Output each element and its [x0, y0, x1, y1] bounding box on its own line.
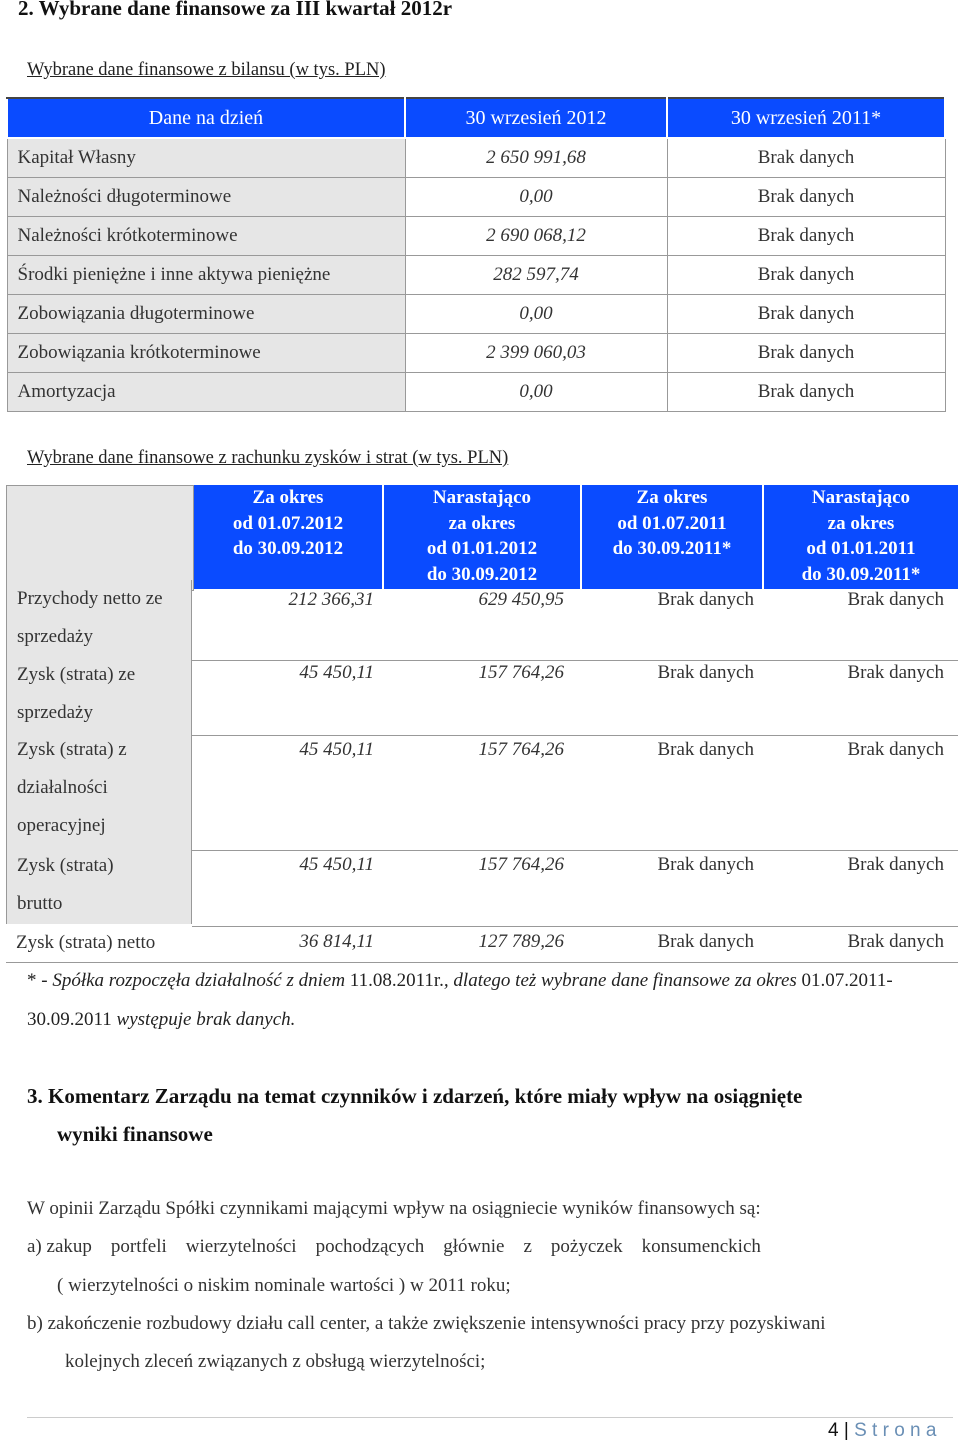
value-2012: 0,00	[405, 295, 667, 334]
page-label: S t r o n a	[854, 1420, 937, 1441]
item-a-line-2: ( wierzytelności o niskim nominale wartości ) w 2011 roku;	[57, 1275, 511, 1296]
pnl-header-ytd-2012	[384, 485, 580, 589]
pnl-row-label	[6, 580, 192, 660]
pnl-header-ytd-2011	[764, 485, 958, 589]
row-label: Kapitał Własny	[7, 138, 405, 178]
section-2-title: 2. Wybrane dane finansowe za III kwartał 2012r	[18, 0, 453, 20]
pnl-value: 157 764,26	[478, 739, 564, 760]
pnl-header-blank	[6, 485, 194, 591]
row-label: Należności krótkoterminowe	[7, 217, 405, 256]
header-line: od 01.07.2012	[232, 512, 344, 534]
pnl-value: Brak danych	[657, 739, 754, 760]
value-2012: 0,00	[405, 373, 667, 412]
pnl-value: Brak danych	[847, 931, 944, 952]
pnl-header-q3-2012	[194, 485, 382, 589]
label-line: operacyjnej	[17, 815, 106, 836]
pnl-value: Brak danych	[657, 589, 754, 610]
balance-header-2012: 30 wrzesień 2012	[405, 98, 667, 138]
header-line: od 01.07.2011	[617, 512, 727, 534]
page-number	[828, 1420, 936, 1442]
header-line: od 01.01.2012	[426, 538, 538, 559]
footnote-text: występuje brak danych.	[111, 1009, 296, 1030]
table-row	[7, 256, 945, 295]
header-line: do 30.09.2012	[232, 538, 344, 559]
row-label: Amortyzacja	[7, 373, 405, 412]
value-2011: Brak danych	[667, 178, 945, 217]
row-label: Zobowiązania długoterminowe	[7, 295, 405, 334]
header-line: Za okres	[252, 487, 324, 508]
pnl-value: 212 366,31	[288, 589, 374, 610]
pnl-header-q3-2011	[582, 485, 762, 589]
value-2011: Brak danych	[667, 334, 945, 373]
pnl-value: Brak danych	[657, 662, 754, 683]
pnl-row-label	[6, 656, 192, 736]
balance-table	[6, 97, 946, 412]
row-label: Zobowiązania krótkoterminowe	[7, 334, 405, 373]
pnl-value: 157 764,26	[478, 854, 564, 875]
pnl-value: Brak danych	[847, 854, 944, 875]
pnl-value: Brak danych	[847, 589, 944, 610]
pnl-value: Brak danych	[847, 739, 944, 760]
label-line: sprzedaży	[17, 626, 93, 647]
footnote-line-1	[27, 970, 893, 992]
item-a-line-1: a) zakup portfeli wierzytelności pochodzących głównie z pożyczek konsumenckich	[27, 1236, 761, 1257]
pnl-value: Brak danych	[657, 854, 754, 875]
pnl-value: 157 764,26	[478, 662, 564, 683]
value-2011: Brak danych	[667, 217, 945, 256]
label-line: Zysk (strata) netto	[16, 932, 156, 953]
footnote-range: 01.07.2011-	[801, 970, 893, 991]
label-line: Przychody netto ze	[17, 588, 163, 609]
header-line: Narastająco	[811, 487, 911, 508]
balance-header-2011: 30 wrzesień 2011*	[667, 98, 945, 138]
pnl-value: 45 450,11	[299, 854, 374, 875]
pnl-value: 36 814,11	[299, 931, 374, 952]
page-number-value: 4	[828, 1420, 839, 1441]
section-3-title-cont: wyniki finansowe	[57, 1122, 213, 1146]
pnl-caption: Wybrane dane finansowe z rachunku zysków i strat (w tys. PLN)	[27, 448, 509, 468]
pnl-row-label	[6, 731, 192, 849]
pnl-value: Brak danych	[847, 662, 944, 683]
label-line: Zysk (strata)	[17, 855, 114, 876]
value-2011: Brak danych	[667, 256, 945, 295]
value-2012: 0,00	[405, 178, 667, 217]
row-divider	[6, 962, 958, 963]
header-line: od 01.01.2011	[806, 538, 916, 559]
balance-header-date: Dane na dzień	[7, 98, 405, 138]
section-3-title: 3. Komentarz Zarządu na temat czynników i zdarzeń, które miały wpływ na osiągnięte	[27, 1084, 803, 1108]
label-line: Zysk (strata) z	[17, 739, 127, 760]
pnl-value: 45 450,11	[299, 739, 374, 760]
pnl-row-label	[6, 847, 192, 927]
footer-divider	[27, 1417, 953, 1418]
value-2011: Brak danych	[667, 373, 945, 412]
header-line: do 30.09.2011*	[801, 563, 921, 585]
label-line: Zysk (strata) ze	[17, 664, 136, 685]
footnote-date: 11.08.2011r.	[349, 970, 444, 991]
balance-caption: Wybrane dane finansowe z bilansu (w tys. PLN)	[27, 60, 386, 80]
table-row	[7, 295, 945, 334]
footnote-prefix: * -	[27, 970, 53, 991]
footnote-text: , dlatego też wybrane dane finansowe za okres	[443, 970, 802, 991]
value-2012: 282 597,74	[405, 256, 667, 295]
label-line: działalności	[17, 777, 108, 798]
footnote-text: Spółka rozpoczęła działalność z dniem	[52, 970, 350, 991]
item-b-line-2: kolejnych zleceń związanych z obsługą wierzytelności;	[65, 1351, 486, 1372]
value-2011: Brak danych	[667, 138, 945, 178]
header-line: do 30.09.2012	[426, 563, 538, 585]
value-2012: 2 690 068,12	[405, 217, 667, 256]
table-row	[7, 138, 945, 178]
table-row	[7, 178, 945, 217]
pnl-value: 127 789,26	[478, 931, 564, 952]
footnote-line-2	[27, 1009, 295, 1031]
label-line: sprzedaży	[17, 702, 93, 723]
value-2012: 2 399 060,03	[405, 334, 667, 373]
page-separator: |	[843, 1420, 849, 1441]
header-line: Narastająco	[432, 487, 532, 508]
value-2012: 2 650 991,68	[405, 138, 667, 178]
value-2011: Brak danych	[667, 295, 945, 334]
row-label: Należności długoterminowe	[7, 178, 405, 217]
pnl-value: Brak danych	[657, 931, 754, 952]
pnl-value: 629 450,95	[478, 589, 564, 610]
footnote-range: 30.09.2011	[27, 1009, 112, 1030]
intro-paragraph: W opinii Zarządu Spółki czynnikami mającymi wpływ na osiągniecie wyników finansowych są:	[27, 1198, 761, 1219]
pnl-value: 45 450,11	[299, 662, 374, 683]
table-row	[7, 373, 945, 412]
label-line: brutto	[17, 893, 63, 914]
table-row	[7, 217, 945, 256]
header-line: za okres	[448, 512, 516, 534]
header-line: do 30.09.2011*	[612, 538, 732, 559]
item-b-line-1: b) zakończenie rozbudowy działu call center, a także zwiększenie intensywności pracy przy pozyskiwani	[27, 1313, 826, 1334]
table-row	[7, 334, 945, 373]
row-label: Środki pieniężne i inne aktywa pieniężne	[7, 256, 405, 295]
pnl-row-label	[6, 924, 192, 964]
header-line: Za okres	[636, 487, 708, 508]
header-line: za okres	[827, 512, 895, 534]
